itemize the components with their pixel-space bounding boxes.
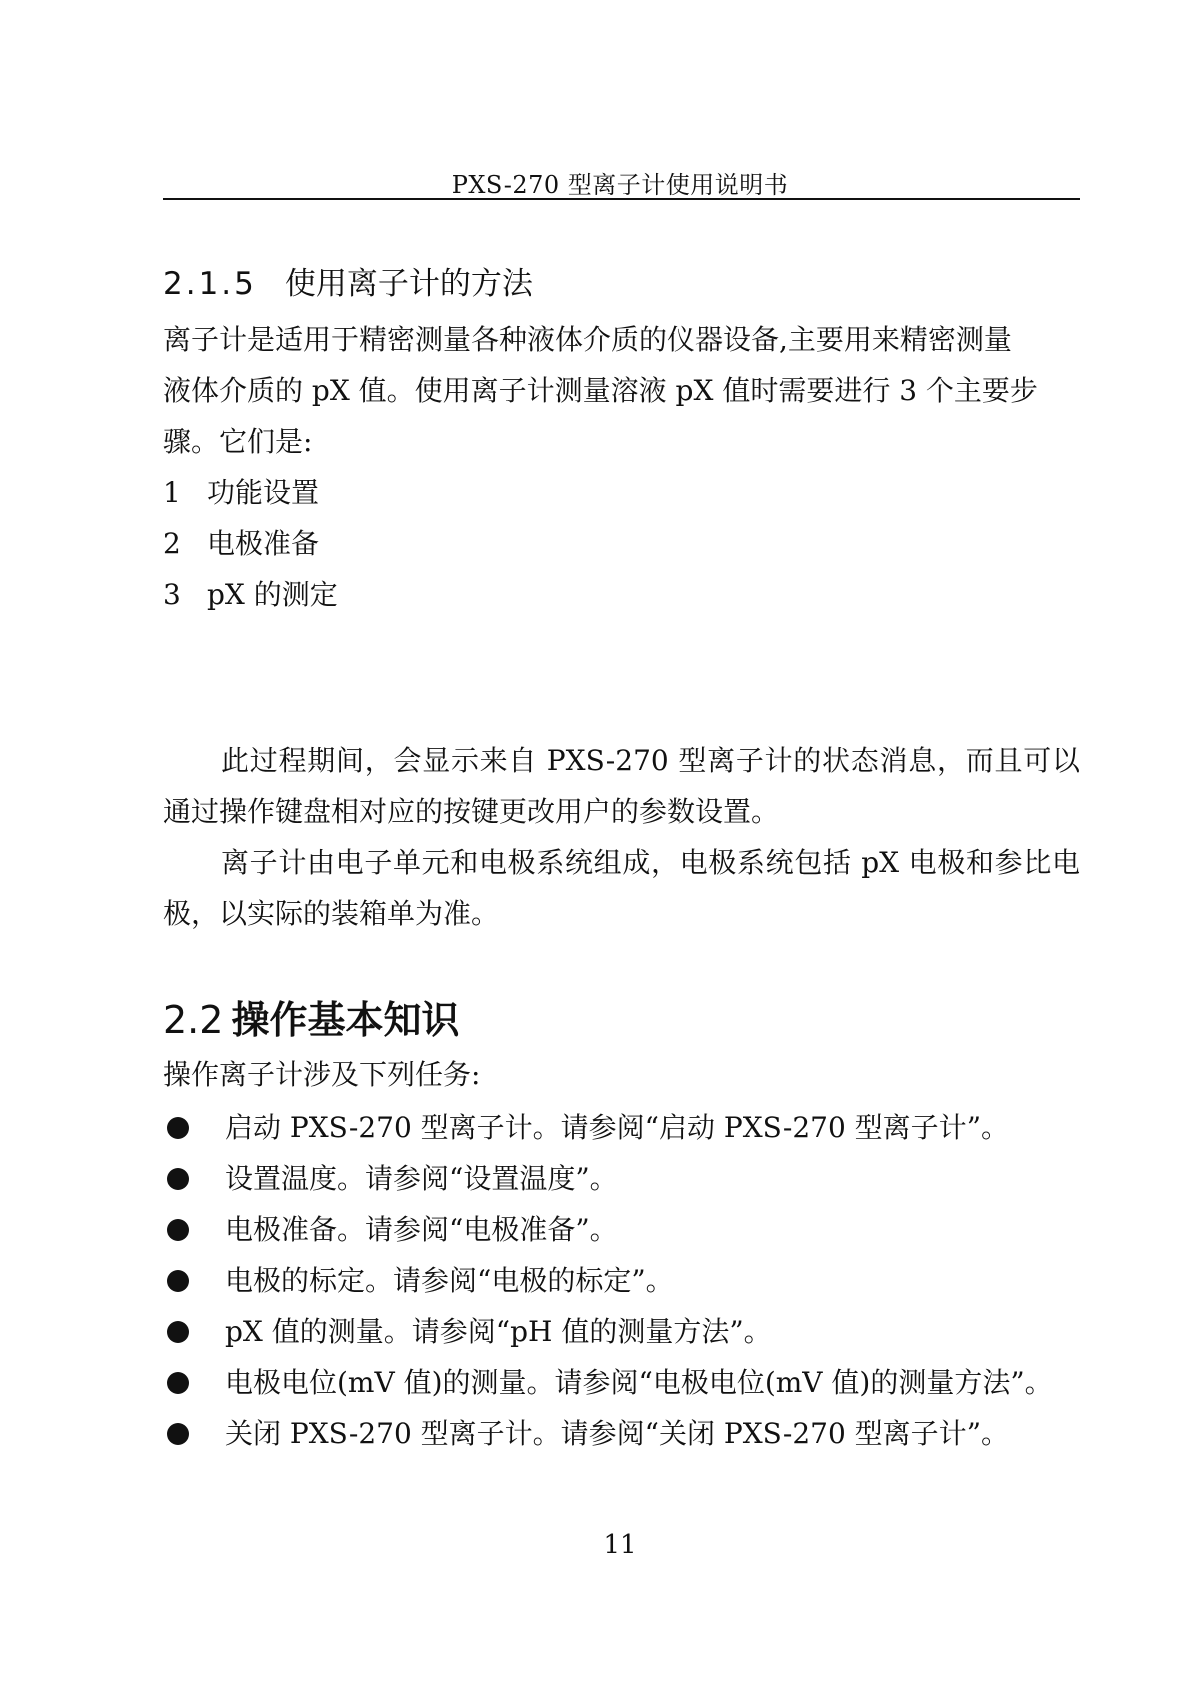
- intro-line: 液体介质的 pX 值。使用离子计测量溶液 pX 值时需要进行 3 个主要步: [163, 374, 1038, 407]
- bullet-icon: [167, 1168, 189, 1190]
- bullet-icon: [167, 1219, 189, 1241]
- step-item: [163, 518, 1080, 569]
- section-215-title: 使用离子计的方法: [284, 266, 533, 302]
- step-item: [163, 569, 1080, 620]
- task-item: [163, 1153, 1080, 1204]
- task-text: 设置温度。请参阅“设置温度”。: [225, 1162, 618, 1195]
- intro-line: 离子计是适用于精密测量各种液体介质的仪器设备,主要用来精密测量: [163, 323, 1012, 356]
- section-215-heading: [163, 262, 1080, 306]
- section-22-title: 操作基本知识: [231, 998, 460, 1042]
- step-text: 功能设置: [207, 476, 320, 509]
- steps-list: [163, 467, 1080, 620]
- task-list: [163, 1102, 1080, 1459]
- description-paragraphs: [163, 735, 1080, 939]
- page-body: [163, 262, 1080, 1459]
- task-item: [163, 1357, 1080, 1408]
- step-number: 3: [163, 578, 181, 611]
- task-text: 电极准备。请参阅“电极准备”。: [225, 1213, 618, 1246]
- task-item: [163, 1255, 1080, 1306]
- step-text: 电极准备: [207, 527, 320, 560]
- section-22-number: 2.2: [163, 998, 224, 1042]
- section-215-intro: [163, 314, 1080, 467]
- page-number: 11: [603, 1530, 637, 1560]
- bullet-icon: [167, 1372, 189, 1394]
- task-item: [163, 1306, 1080, 1357]
- task-text: 电极的标定。请参阅“电极的标定”。: [225, 1264, 674, 1297]
- composition-paragraph: 离子计由电子单元和电极系统组成，电极系统包括 pX 电极和参比电极，以实际的装箱单为准。: [163, 846, 1080, 930]
- status-paragraph: 此过程期间，会显示来自 PXS-270 型离子计的状态消息，而且可以通过操作键盘相对应的按键更改用户的参数设置。: [163, 744, 1080, 828]
- step-item: [163, 467, 1080, 518]
- task-item: [163, 1408, 1080, 1459]
- task-text: 关闭 PXS-270 型离子计。请参阅“关闭 PXS-270 型离子计”。: [225, 1417, 1010, 1450]
- bullet-icon: [167, 1423, 189, 1445]
- intro-line: 骤。它们是:: [163, 425, 313, 458]
- task-text: 启动 PXS-270 型离子计。请参阅“启动 PXS-270 型离子计”。: [225, 1111, 1010, 1144]
- header-divider: [163, 198, 1080, 200]
- section-215-number: 2.1.5: [163, 266, 257, 302]
- running-header: PXS-270 型离子计使用说明书: [451, 171, 789, 199]
- task-item: [163, 1102, 1080, 1153]
- step-number: 2: [163, 527, 181, 560]
- task-item: [163, 1204, 1080, 1255]
- section-22-intro: 操作离子计涉及下列任务:: [163, 1058, 481, 1091]
- section-22-heading: [163, 995, 1080, 1045]
- task-text: pX 值的测量。请参阅“pH 值的测量方法”。: [225, 1315, 772, 1348]
- bullet-icon: [167, 1321, 189, 1343]
- step-number: 1: [163, 476, 181, 509]
- bullet-icon: [167, 1270, 189, 1292]
- step-text: pX 的测定: [207, 578, 338, 611]
- task-text: 电极电位(mV 值)的测量。请参阅“电极电位(mV 值)的测量方法”。: [225, 1366, 1053, 1399]
- bullet-icon: [167, 1117, 189, 1139]
